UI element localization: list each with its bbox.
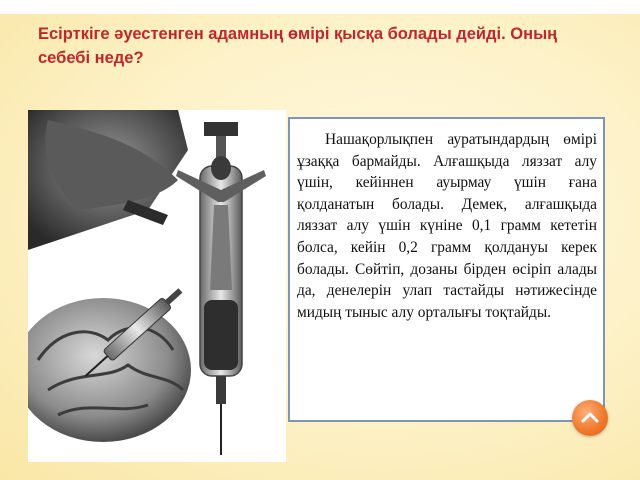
top-strip xyxy=(0,0,640,14)
collage-drawing xyxy=(28,110,286,462)
brain-shape xyxy=(28,298,191,442)
slide-title xyxy=(38,22,640,70)
chevron-up-icon xyxy=(572,400,608,436)
drug-illustration-image xyxy=(28,110,286,462)
title-line-1: Есірткіге әуестенген адамның өмірі қысқа болады дейді. Оның xyxy=(38,25,558,43)
explanation-text: Нашақорлықпен ауратындардың өмірі ұзаққа бармайды. Алғашқыда ляззат алу үшін, кейіннен ауырмау үшін ғана қолданатын болады. Демек, алғашқыда ляззат алу үшін күніне 0,1 грамм кететін болса, кейін 0,2 грамм қолдануы керек болады. Сөйтіп, дозаны бірден өсіріп алады да, денелерін улап тастайды нәтижесінде мидың тыныс алу орталығы тоқтайды. xyxy=(297,131,597,321)
title-line-2: себебі неде? xyxy=(38,49,144,67)
nav-button[interactable] xyxy=(572,400,608,436)
explanation-textbox xyxy=(288,117,605,422)
figure-head xyxy=(211,156,231,180)
